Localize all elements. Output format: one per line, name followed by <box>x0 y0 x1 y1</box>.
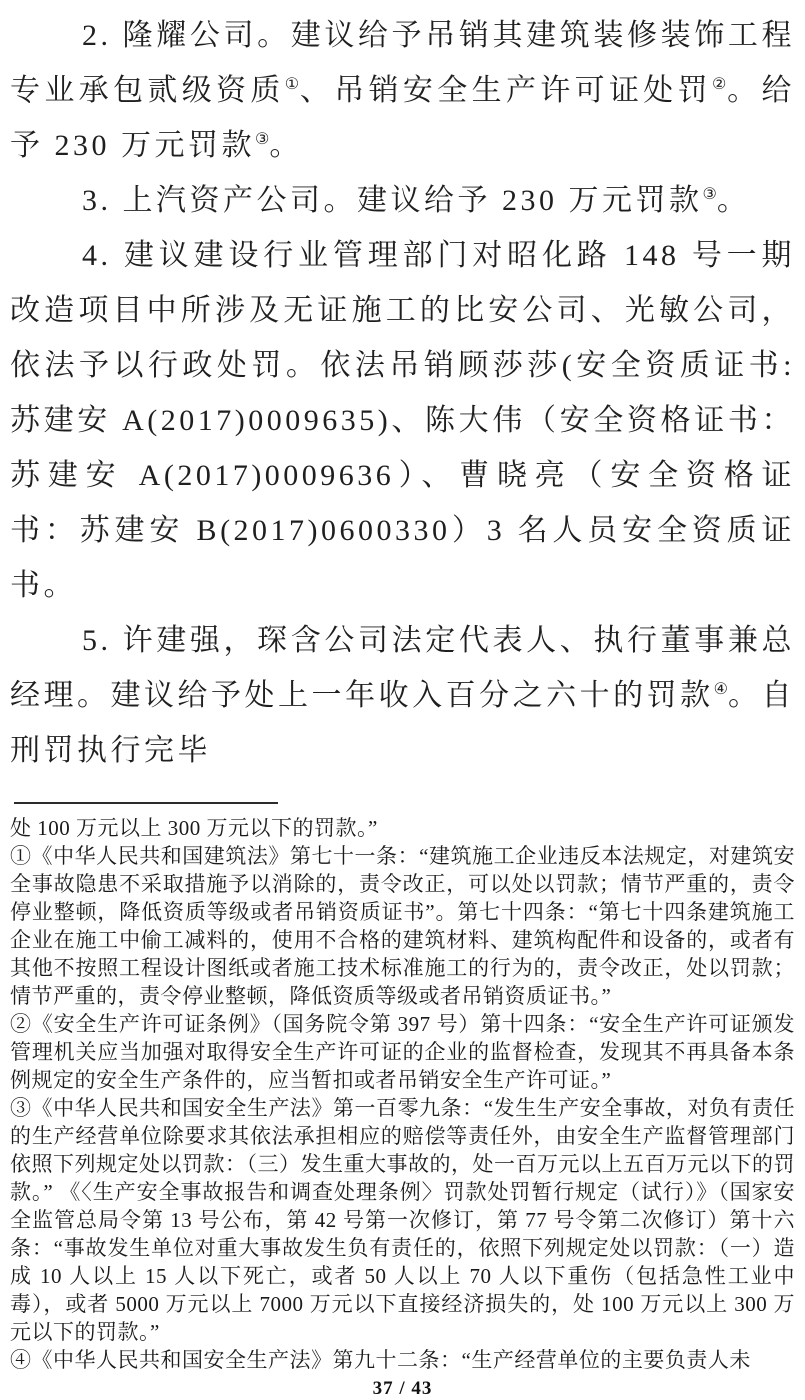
footnote-item: ①《中华人民共和国建筑法》第七十一条：“建筑施工企业违反本法规定，对建筑安全事故隐患不采取措施予以消除的，责令改正，可以处以罚款；情节严重的，责令停业整顿，降低资质等级或者吊销资质证书”。第七十四条：“第七十四条建筑施工企业在施工中偷工减料的，使用不合格的建筑材料、建筑构配件和设备的，或者有其他不按照工程设计图纸或者施工技术标准施工的行为的，责令改正，处以罚款；情节严重的，责令停业整顿，降低资质等级或者吊销资质证书。” <box>10 844 795 1008</box>
footnote-item: ③《中华人民共和国安全生产法》第一百零九条：“发生生产安全事故，对负有责任的生产经营单位除要求其依法承担相应的赔偿等责任外，由安全生产监督管理部门依照下列规定处以罚款：（三）发生重大事故的，处一百万元以上五百万元以下的罚款。” 《〈生产安全事故报告和调查处理条例〉罚款处罚暂行规定（试行）》（国家安全监管总局令第 13 号公布，第 42 号第一次修订，第 77 号令第二次修订）第十六条：“事故发生单位对重大事故发生负有责任的，依照下列规定处以罚款：（一）造成 10 人以上 15 人以下死亡，或者 50 人以上 70 人以下重伤（包括急性工业中毒），或者 5000 万元以上 7000 万元以下直接经济损失的，处 100 万元以上 300 万元以下的罚款。” <box>10 1096 795 1344</box>
paragraph: 2. 隆耀公司。建议给予吊销其建筑装修装饰工程专业承包贰级资质①、吊销安全生产许可证处罚②。给予 230 万元罚款③。 <box>10 19 796 162</box>
paragraph: 3. 上汽资产公司。建议给予 230 万元罚款③。 <box>82 184 751 217</box>
footnote-ref: ④ <box>713 681 729 698</box>
footnote-section <box>10 814 795 1374</box>
footnote-divider <box>14 802 278 804</box>
paragraph: 5. 许建强，琛含公司法定代表人、执行董事兼总经理。建议给予处上一年收入百分之六十的罚款④。自刑罚执行完毕 <box>10 624 796 767</box>
footnote-ref: ③ <box>702 186 717 203</box>
page-number: 37 / 43 <box>372 1378 433 1399</box>
main-text <box>10 8 795 778</box>
footnote-item: ④《中华人民共和国安全生产法》第九十二条：“生产经营单位的主要负责人未 <box>10 1348 751 1372</box>
footnote-ref: ① <box>284 76 300 93</box>
footnote-item: 处 100 万元以上 300 万元以下的罚款。” <box>10 816 378 840</box>
footnote-item: ②《安全生产许可证条例》（国务院令第 397 号）第十四条：“安全生产许可证颁发管理机关应当加强对取得安全生产许可证的企业的监督检查，发现其不再具备本条例规定的安全生产条件的，应当暂扣或者吊销安全生产许可证。” <box>10 1012 795 1092</box>
footnote-ref: ② <box>711 76 728 93</box>
paragraph: 4. 建议建设行业管理部门对昭化路 148 号一期改造项目中所涉及无证施工的比安公司、光敏公司，依法予以行政处罚。依法吊销顾莎莎(安全资质证书:苏建安 A(2017)0009635)、陈大伟（安全资格证书：苏建安 A(2017)0009636）、曹晓亮（安全资格证书：苏建安 B(2017)0600330）3 名人员安全资质证书。 <box>10 239 795 602</box>
footnote-ref: ③ <box>255 131 270 148</box>
